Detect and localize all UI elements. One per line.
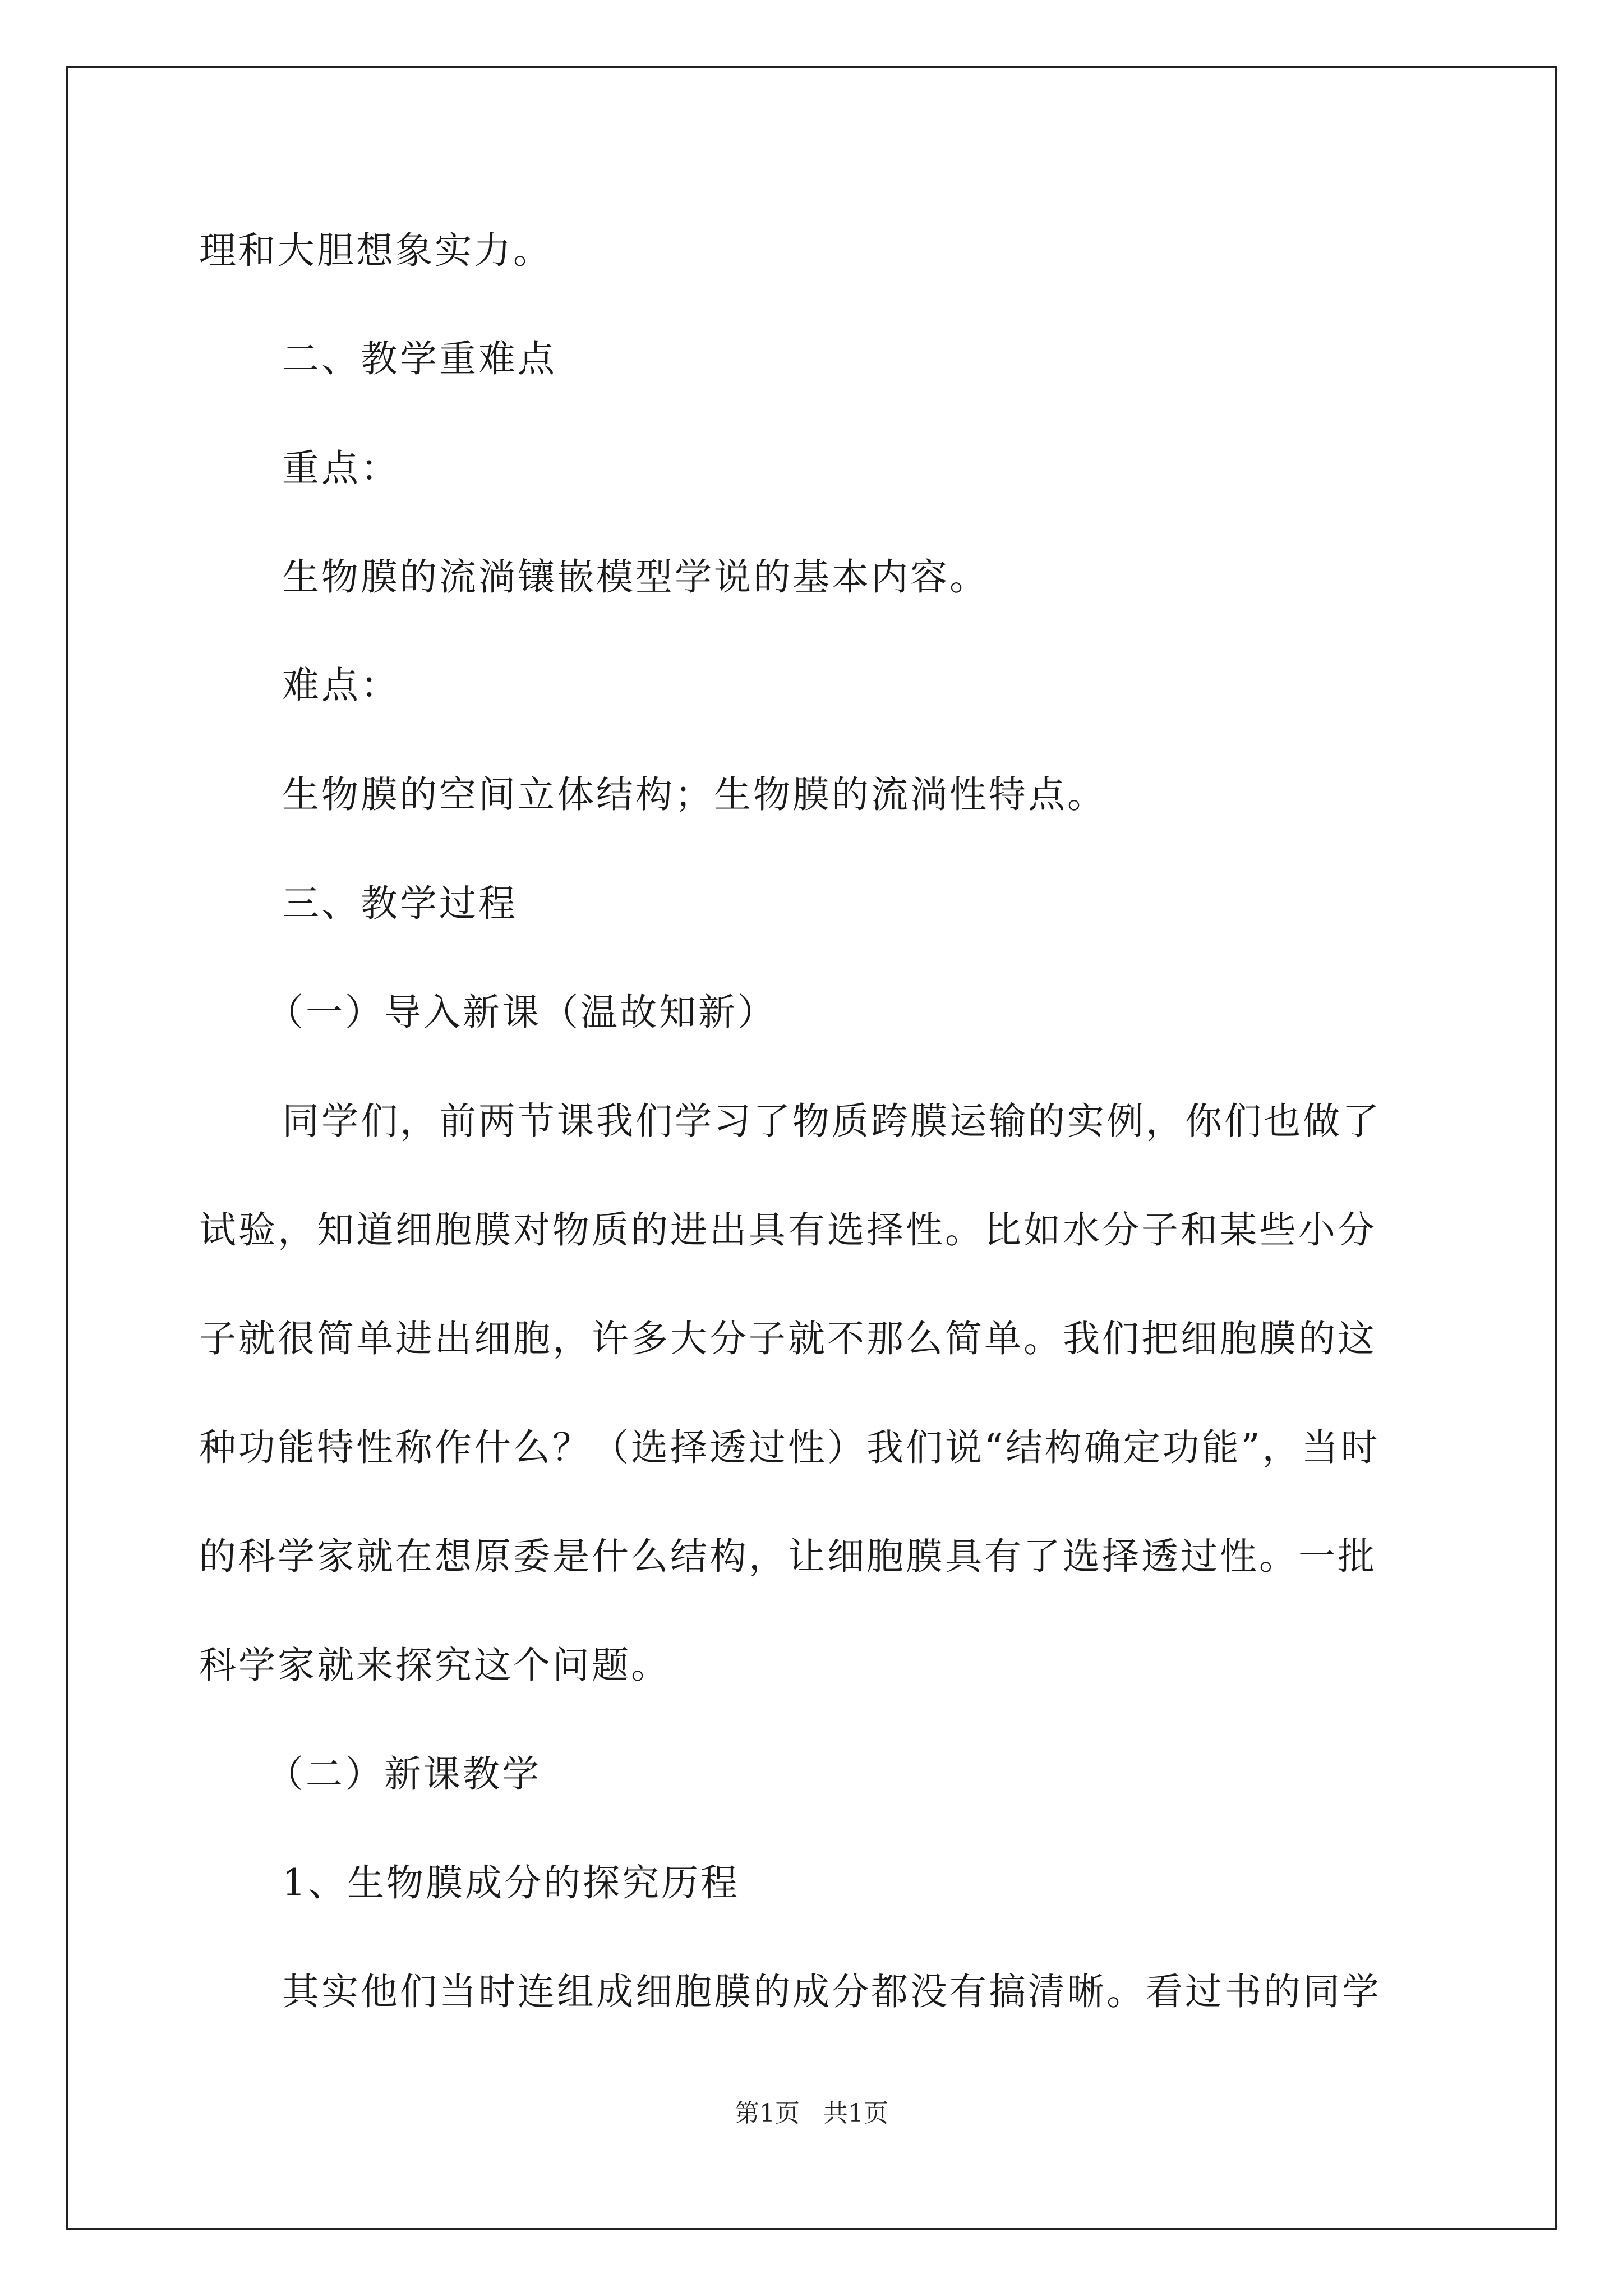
- text-line: 其实他们当时连组成细胞膜的成分都没有搞清晰。看过书的同学: [282, 1970, 1381, 2013]
- section-heading: 三、教学过程: [282, 882, 518, 925]
- text-line: 生物膜的空间立体结构；生物膜的流淌性特点。: [282, 773, 1106, 816]
- text-line: 试验，知道细胞膜对物质的进出具有选择性。比如水分子和某些小分: [199, 1208, 1377, 1251]
- text-line: 子就很简单进出细胞，许多大分子就不那么简单。我们把细胞膜的这: [199, 1317, 1377, 1360]
- text-line: 同学们，前两节课我们学习了物质跨膜运输的实例，你们也做了: [282, 1099, 1381, 1143]
- page-number-total: 共1页: [823, 2099, 888, 2128]
- text-line: 重点：: [282, 447, 400, 490]
- text-line: 科学家就来探究这个问题。: [199, 1644, 670, 1687]
- subsection-heading: 1、生物膜成分的探究历程: [282, 1861, 740, 1904]
- subsection-heading: （二）新课教学: [266, 1752, 541, 1796]
- text-line: 难点：: [282, 664, 400, 707]
- page-footer: [0, 2097, 1623, 2131]
- subsection-heading: （一）导入新课（温故知新）: [266, 991, 777, 1034]
- text-line: 的科学家就在想原委是什么结构，让细胞膜具有了选择透过性。一批: [199, 1535, 1377, 1578]
- text-line: 种功能特性称作什么？（选择透过性）我们说“结构确定功能”，当时: [199, 1426, 1380, 1469]
- page-number-current: 第1页: [735, 2099, 800, 2128]
- section-heading: 二、教学重难点: [282, 337, 557, 380]
- text-line: 生物膜的流淌镶嵌模型学说的基本内容。: [282, 555, 989, 599]
- text-line: 理和大胆想象实力。: [199, 229, 552, 272]
